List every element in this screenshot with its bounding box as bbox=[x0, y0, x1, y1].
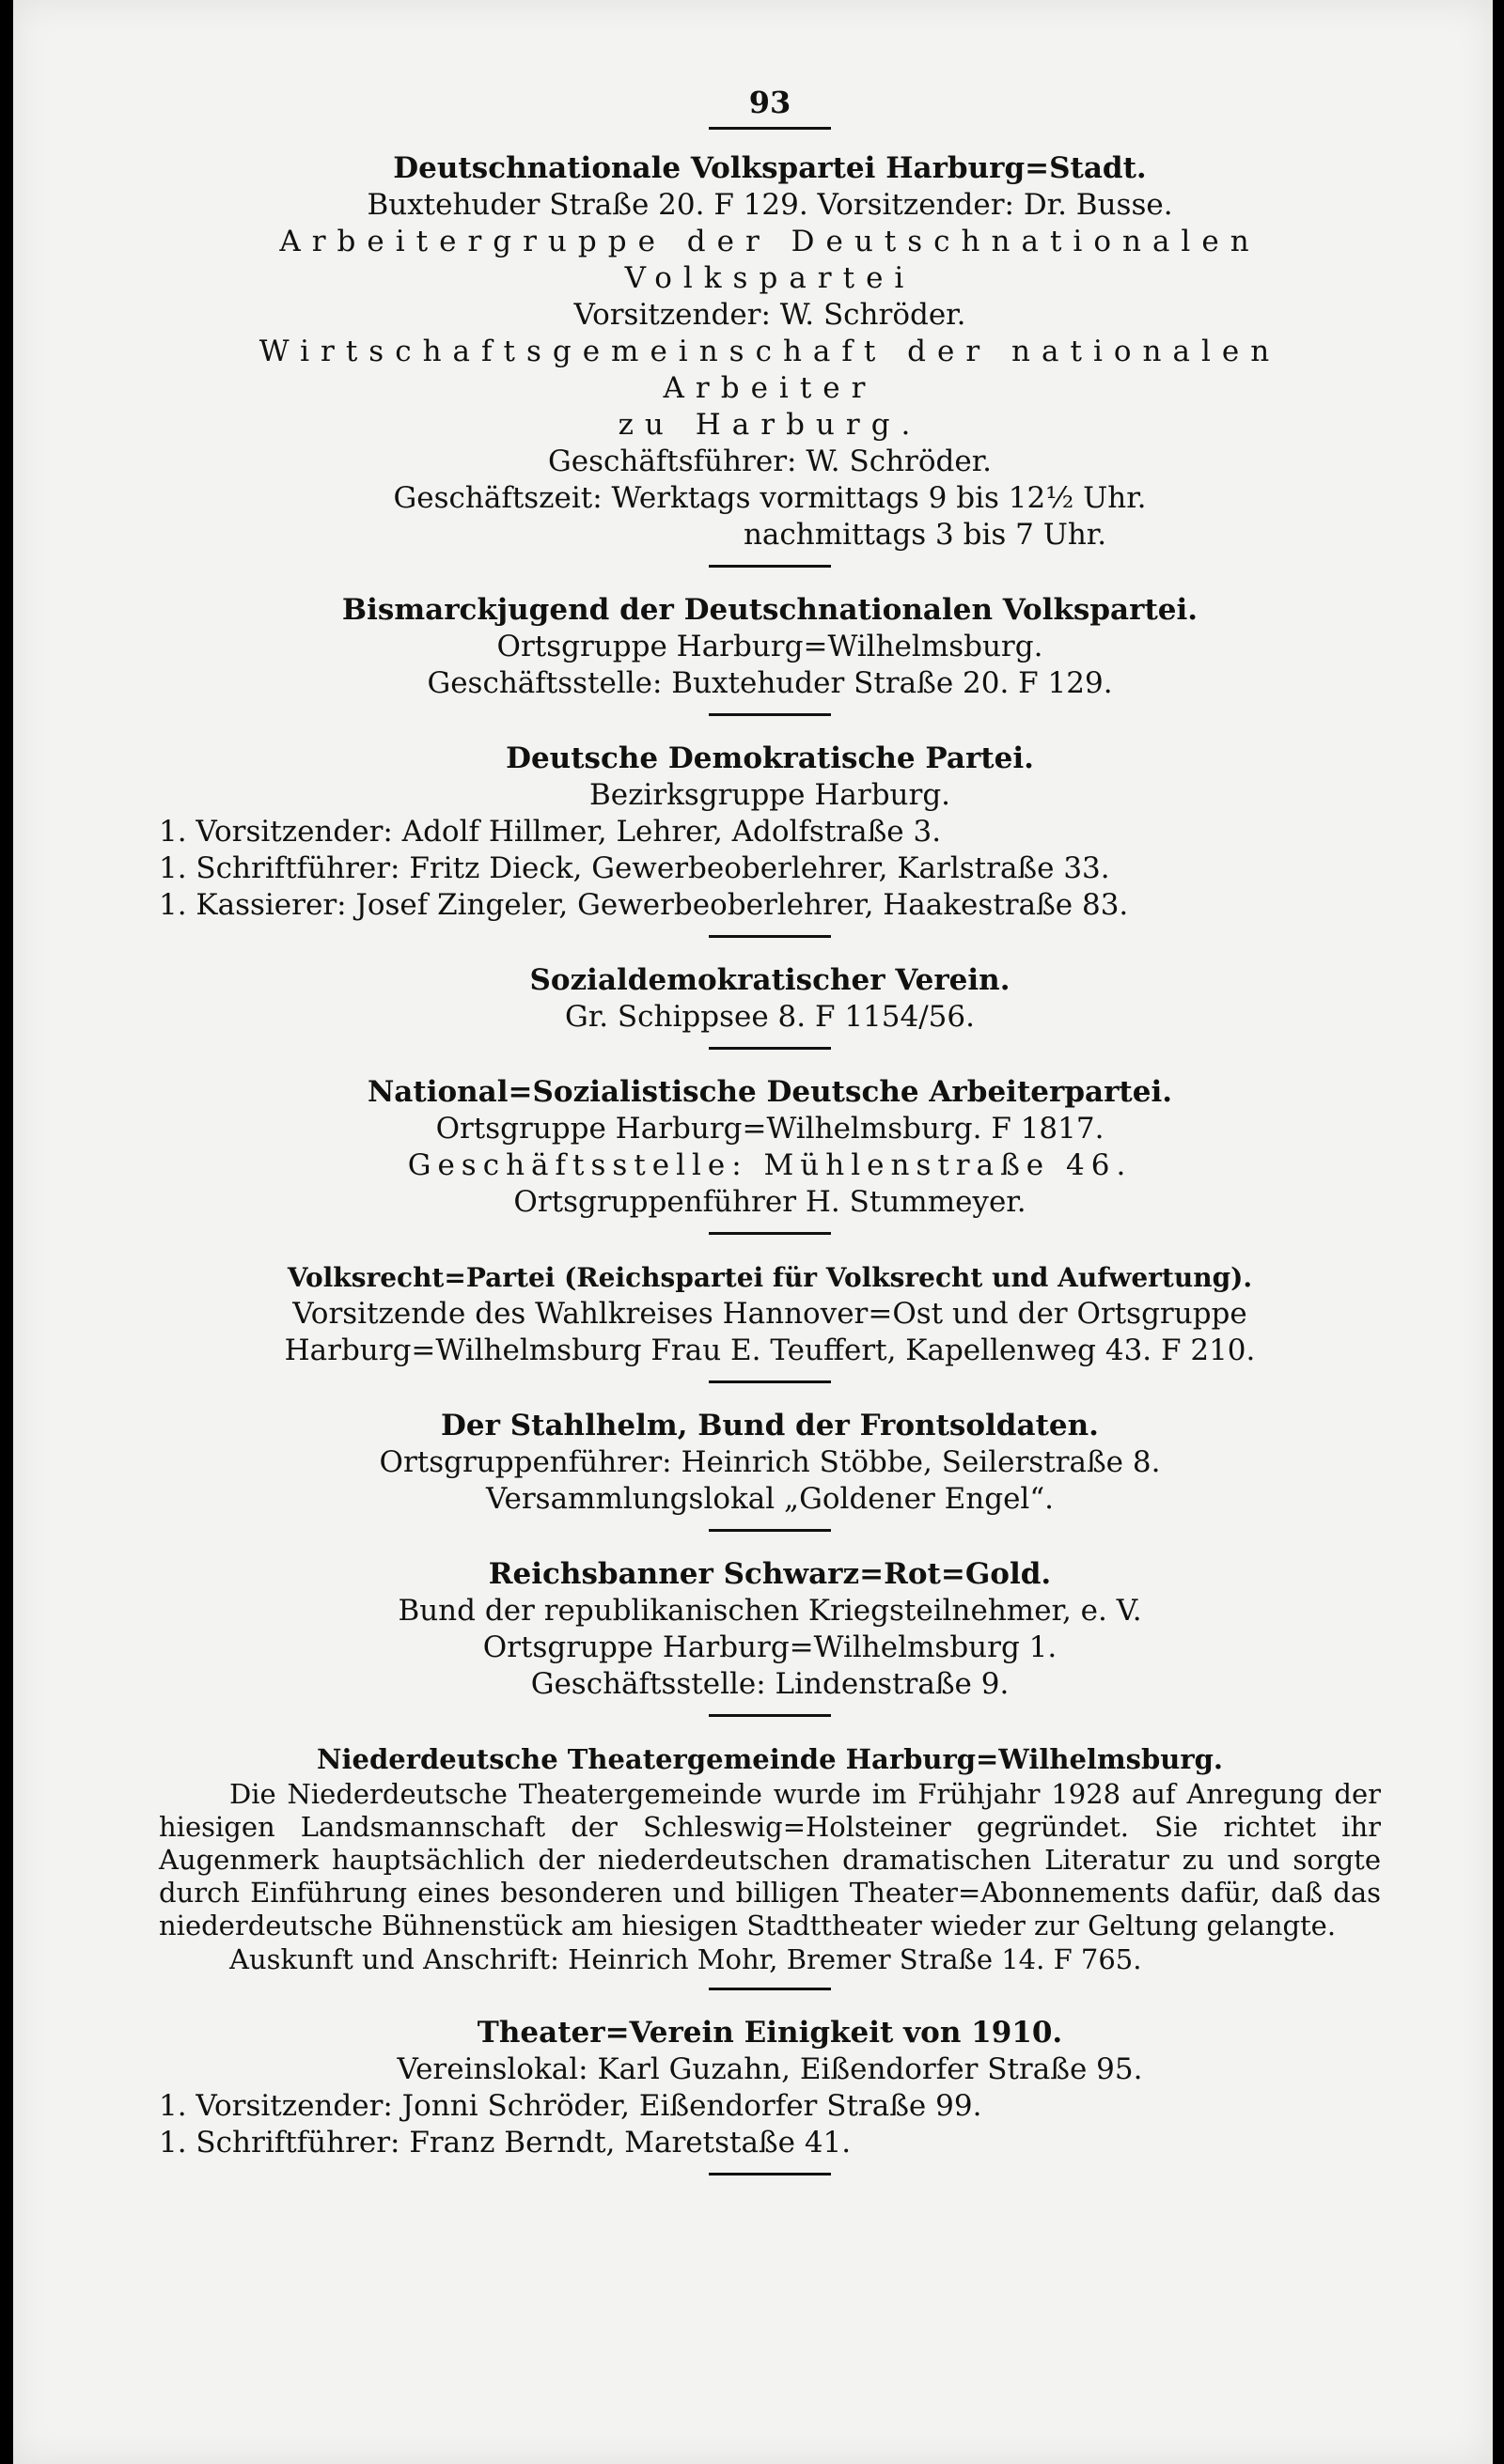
section-line: Geschäftszeit: Werktags vormittags 9 bis 12½ Uhr. bbox=[393, 481, 1147, 515]
page-number: 93 bbox=[748, 85, 791, 120]
section-line: Auskunft und Anschrift: Heinrich Mohr, Bremer Straße 14. F 765. bbox=[229, 1943, 1142, 1975]
section-title: Reichsbanner Schwarz=Rot=Gold. bbox=[488, 1557, 1052, 1591]
section-line: Bund der republikanischen Kriegsteilnehmer, e. V. bbox=[398, 1594, 1142, 1628]
divider bbox=[709, 1529, 831, 1532]
divider bbox=[709, 1714, 831, 1717]
section-line: Vorsitzender: W. Schröder. bbox=[573, 298, 966, 332]
section-title: Volksrecht=Partei (Reichspartei für Volksrecht und Aufwertung). bbox=[287, 1262, 1253, 1293]
section-line: nachmittags 3 bis 7 Uhr. bbox=[743, 518, 1107, 552]
divider bbox=[709, 935, 831, 938]
section-line: Gr. Schippsee 8. F 1154/56. bbox=[565, 1000, 975, 1034]
section-line: Ortsgruppe Harburg=Wilhelmsburg 1. bbox=[482, 1630, 1058, 1664]
section-title: Wirtschaftsgemeinschaft der nationalen Arbeiter bbox=[258, 335, 1281, 405]
section-title: Bismarckjugend der Deutschnationalen Volkspartei. bbox=[341, 593, 1198, 627]
section-line: Versammlungslokal „Goldener Engel“. bbox=[485, 1482, 1055, 1516]
section-line: Vereinslokal: Karl Guzahn, Eißendorfer Straße 95. bbox=[397, 2052, 1143, 2086]
section-title: Sozialdemokratischer Verein. bbox=[529, 963, 1010, 997]
section-line: Geschäftsführer: W. Schröder. bbox=[547, 444, 992, 478]
section-line: 1. Vorsitzender: Jonni Schröder, Eißendorfer Straße 99. bbox=[159, 2089, 982, 2123]
section-title: National=Sozialistische Deutsche Arbeiterpartei. bbox=[367, 1075, 1173, 1109]
section-line: Buxtehuder Straße 20. F 129. Vorsitzender: Dr. Busse. bbox=[367, 188, 1173, 222]
section-line: 1. Kassierer: Josef Zingeler, Gewerbeoberlehrer, Haakestraße 83. bbox=[159, 888, 1129, 922]
section-title: Der Stahlhelm, Bund der Frontsoldaten. bbox=[441, 1409, 1099, 1443]
divider bbox=[709, 565, 831, 568]
section-title: Deutschnationale Volkspartei Harburg=Stadt. bbox=[393, 151, 1147, 185]
section-line: Geschäftsstelle: Buxtehuder Straße 20. F 129. bbox=[427, 666, 1113, 700]
section-title: Niederdeutsche Theatergemeinde Harburg=Wilhelmsburg. bbox=[317, 1743, 1223, 1775]
section-line: Geschäftsstelle: Lindenstraße 9. bbox=[530, 1667, 1010, 1701]
page-content bbox=[159, 85, 1381, 2200]
section-title: zu Harburg. bbox=[618, 408, 922, 442]
section-title: Deutsche Demokratische Partei. bbox=[506, 741, 1034, 775]
section-line: 1. Schriftführer: Franz Berndt, Maretstaße 41. bbox=[159, 2126, 852, 2160]
divider bbox=[709, 1988, 831, 1990]
section-line: Geschäftsstelle: Mühlenstraße 46. bbox=[407, 1148, 1133, 1182]
section-line: Ortsgruppenführer: Heinrich Stöbbe, Seilerstraße 8. bbox=[379, 1445, 1161, 1479]
divider bbox=[709, 2173, 831, 2175]
section-line: Ortsgruppenführer H. Stummeyer. bbox=[513, 1185, 1026, 1219]
document-page bbox=[13, 0, 1493, 2464]
divider bbox=[709, 1232, 831, 1235]
section-line: Ortsgruppe Harburg=Wilhelmsburg. bbox=[496, 630, 1043, 663]
section-line: 1. Schriftführer: Fritz Dieck, Gewerbeoberlehrer, Karlstraße 33. bbox=[159, 851, 1110, 885]
section-line: Ortsgruppe Harburg=Wilhelmsburg. F 1817. bbox=[435, 1112, 1104, 1146]
divider bbox=[709, 1047, 831, 1050]
section-line: Vorsitzende des Wahlkreises Hannover=Ost und der Ortsgruppe bbox=[292, 1297, 1247, 1331]
section-line: Bezirksgruppe Harburg. bbox=[588, 778, 951, 812]
divider bbox=[709, 127, 831, 130]
section-line: Harburg=Wilhelmsburg Frau E. Teuffert, Kapellenweg 43. F 210. bbox=[284, 1333, 1256, 1367]
section-title: Arbeitergruppe der Deutschnationalen Volkspartei bbox=[279, 225, 1261, 295]
section-line: 1. Vorsitzender: Adolf Hillmer, Lehrer, Adolfstraße 3. bbox=[159, 815, 942, 849]
section-paragraph: Die Niederdeutsche Theatergemeinde wurde im Frühjahr 1928 auf Anregung der hiesigen Landsmannschaft der Schleswig=Holsteiner gegründet. Sie richtet ihr Augenmerk hauptsächlich der niederdeutschen dramatischen Literatur zu und sorgte durch Einführung eines besonderen und billigen Theater=Abonnements dafür, daß das niederdeutsche Bühnenstück am hiesigen Stadttheater wieder zur Geltung gelangte. bbox=[159, 1778, 1381, 1942]
section-title: Theater=Verein Einigkeit von 1910. bbox=[477, 2016, 1063, 2050]
divider bbox=[709, 713, 831, 716]
divider bbox=[709, 1380, 831, 1383]
